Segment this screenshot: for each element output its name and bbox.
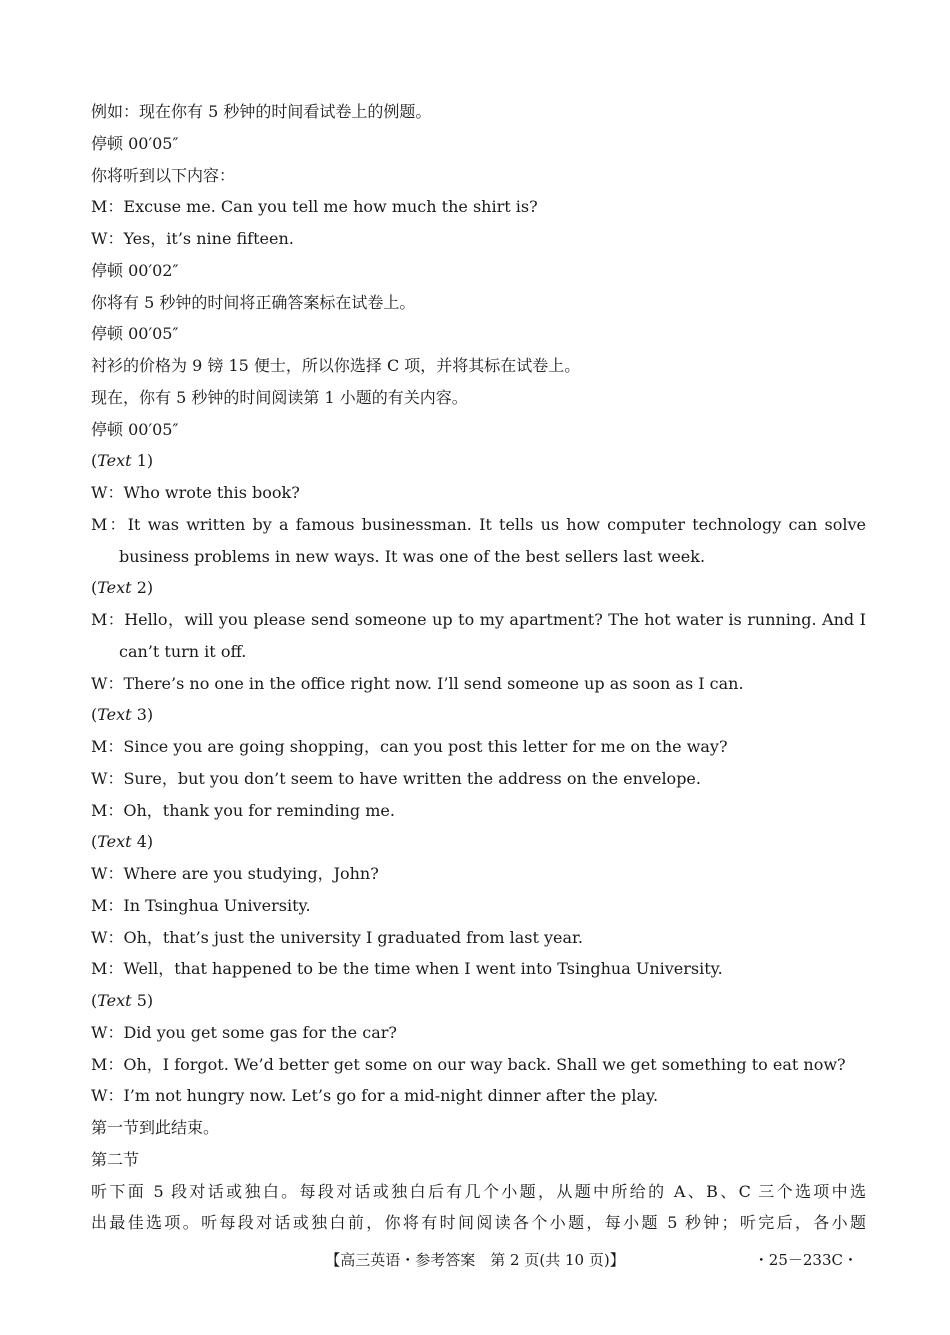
page-footer <box>0 1249 950 1273</box>
text-line: business problems in new ways. It was one of the best sellers last week. <box>119 546 706 566</box>
text-line: 你将有 5 秒钟的时间将正确答案标在试卷上。 <box>91 292 416 312</box>
text-line: 你将听到以下内容： <box>91 165 236 185</box>
text-line: 听下面 5 段对话或独白。每段对话或独白后有几个小题，从题中所给的 A、B、C 三个选项中选 <box>91 1181 866 1201</box>
footer-code: ・25－233C・ <box>753 1251 858 1269</box>
text-line: 衬衫的价格为 9 镑 15 便士，所以你选择 C 项，并将其标在试卷上。 <box>91 356 581 375</box>
text-label: (Text 5) <box>91 991 154 1010</box>
text-line: W：Where are you studying，John? <box>91 864 379 883</box>
text-line: 例如：现在你有 5 秒钟的时间看试卷上的例题。 <box>91 102 432 121</box>
text-label: (Text 2) <box>91 578 154 598</box>
text-line: 现在，你有 5 秒钟的时间阅读第 1 小题的有关内容。 <box>91 387 468 407</box>
text-label: (Text 1) <box>91 451 154 471</box>
text-label: (Text 3) <box>91 705 154 725</box>
text-line: M：In Tsinghua University. <box>91 895 311 915</box>
text-line: M：Well，that happened to be the time when I went into Tsinghua University. <box>91 959 723 979</box>
text-line: 第二节 <box>91 1149 140 1169</box>
text-line: M：Oh，I forgot. We’d better get some on our way back. Shall we get something to eat now? <box>91 1054 846 1074</box>
text-line: M：Oh，thank you for reminding me. <box>91 800 395 820</box>
footer-page-info: 【高三英语・参考答案 第 2 页(共 10 页)】 <box>325 1251 625 1269</box>
text-line: 第一节到此结束。 <box>91 1118 220 1137</box>
text-line: W：Who wrote this book? <box>91 483 300 502</box>
text-line: 停顿 00′05″ <box>91 324 179 344</box>
text-line: W：Did you get some gas for the car? <box>91 1022 397 1042</box>
text-line: W：I’m not hungry now. Let’s go for a mid-night dinner after the play. <box>91 1086 659 1106</box>
document-body <box>91 96 866 1239</box>
text-line: M：Hello，will you please send someone up to my apartment? The hot water is running. And I <box>91 610 866 629</box>
text-line: W：There’s no one in the office right now. I’ll send someone up as soon as I can. <box>91 673 744 693</box>
text-line: M：It was written by a famous businessman. It tells us how computer technology can solve <box>91 514 866 534</box>
text-label: (Text 4) <box>91 832 154 852</box>
text-line: 停顿 00′05″ <box>91 419 179 439</box>
text-line: can’t turn it off. <box>119 641 247 661</box>
text-line: 出最佳选项。听每段对话或独白前，你将有时间阅读各个小题，每小题 5 秒钟；听完后，各小题 <box>91 1213 866 1233</box>
text-line: M：Excuse me. Can you tell me how much the shirt is? <box>91 197 538 217</box>
text-line: 停顿 00′05″ <box>91 133 179 153</box>
text-line: W：Oh，that’s just the university I graduated from last year. <box>91 927 584 947</box>
text-line: W：Sure，but you don’t seem to have written the address on the envelope. <box>91 768 701 788</box>
text-line: M：Since you are going shopping，can you post this letter for me on the way? <box>91 737 728 756</box>
text-line: W：Yes，it’s nine fifteen. <box>91 229 294 248</box>
text-line: 停顿 00′02″ <box>91 260 179 280</box>
